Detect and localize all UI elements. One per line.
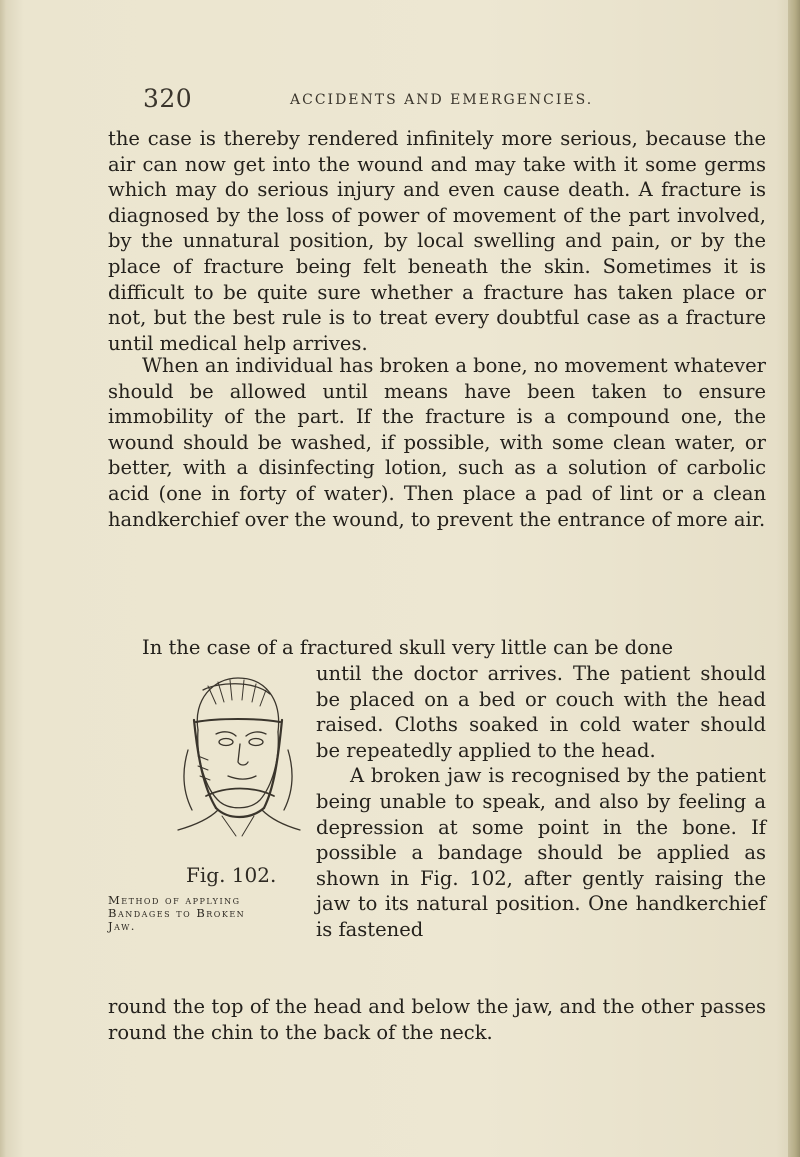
page-number: 320 [143, 84, 193, 113]
page-header [0, 84, 800, 114]
paragraph-skull-start: In the case of a fractured skull very little can be done [142, 636, 674, 659]
figure-label: Fig. 102. [186, 863, 277, 887]
running-head: ACCIDENTS AND EMERGENCIES. [290, 92, 594, 108]
bandaged-head-illustration [158, 660, 308, 840]
paragraph-fracture-diagnosis: the case is thereby rendered infinitely more serious, because the air can now get into the wound and may take with it some germs which may do serious injury and even cause death. A fracture is diagnosed by the loss of power of movement of the part involved, by the unnatural position, by local swelling and pain, or by the place of fracture being felt beneath the skin. Sometimes it is difficult to be quite sure whether a fracture has taken place or not, but the best rule is to treat every doubtful case as a fracture until medical help arrives. [108, 127, 766, 355]
paragraph-broken-bone: When an individual has broken a bone, no movement whatever should be allowed until means have been taken to ensure immobility of the part. If the fracture is a compound one, the wound should be washed, if possible, with some clean water, or better, with a disinfecting lotion, such as a solution of carbolic acid (one in forty of water). Then place a pad of lint or a clean handkerchief over the wound, to prevent the entrance of more air. [108, 354, 766, 531]
caption-line-3: Jaw. [108, 919, 136, 933]
paragraph-skull-continued: until the doctor arrives. The patient should be placed on a bed or couch with the head raised. Cloths soaked in cold water should be repeatedly applied to the head. [316, 662, 766, 762]
paragraph-broken-jaw: A broken jaw is recognised by the patient being unable to speak, and also by feeling a depression at some point in the bone. If possible a bandage should be applied as shown in Fig. 102, after gently raising the jaw to its natural position. One handkerchief is fastened [316, 764, 766, 941]
caption-line-1: Method of applying [108, 893, 241, 907]
page-edge [788, 0, 800, 1157]
caption-line-2: Bandages to Broken [108, 906, 246, 920]
figure-102-illustration [158, 660, 308, 840]
figure-caption [108, 894, 308, 933]
text-beside-figure [316, 661, 766, 943]
page-gutter [0, 0, 6, 1157]
paragraph-jaw-end: round the top of the head and below the jaw, and the other passes round the chin to the back of the neck. [108, 995, 766, 1044]
